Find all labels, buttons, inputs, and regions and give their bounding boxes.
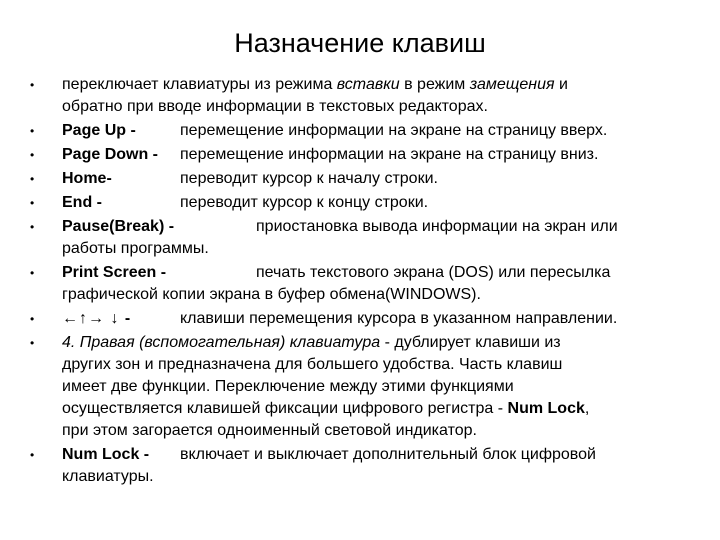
list-item-home [28, 168, 712, 190]
slide-title: Назначение клавиш [234, 28, 486, 58]
item-text-line5: при этом загорается одноименный световой индикатор. [62, 422, 477, 439]
key-desc: переводит курсор к концу строки. [180, 194, 429, 211]
key-term: Num Lock - [62, 446, 150, 463]
key-desc: переводит курсор к началу строки. [180, 170, 438, 187]
item-text-line3: имеет две функции. Переключение между этими функциями [62, 378, 514, 395]
item-emph-insert: вставки [336, 76, 400, 93]
bullet: • [30, 78, 35, 92]
key-desc: печать текстового экрана (DOS) или пересылка [256, 264, 611, 281]
list-item-num-lock [28, 444, 712, 488]
key-desc: включает и выключает дополнительный блок цифровой [180, 446, 596, 463]
bullet: • [30, 124, 35, 138]
item-text-line2: обратно при вводе информации в текстовых редакторах. [62, 98, 488, 115]
key-desc-line2: клавиатуры. [62, 468, 154, 485]
item-text: , [584, 400, 590, 417]
bullet: • [30, 266, 35, 280]
item-text: в режим [399, 76, 470, 93]
item-text: - дублирует клавиши из [380, 334, 561, 351]
num-lock-term: Num Lock [507, 400, 585, 417]
numpad-heading: 4. Правая (вспомогательная) клавиатура [62, 334, 381, 351]
list-item-end [28, 192, 712, 214]
arrow-keys-icon: ←↑→ ↓ - [62, 310, 132, 327]
key-term: End - [62, 194, 102, 211]
key-desc: приостановка вывода информации на экран или [256, 218, 618, 235]
bullet-list [28, 74, 712, 490]
item-emph-replace: замещения [469, 76, 555, 93]
item-text: переключает клавиатуры из режима [62, 76, 337, 93]
list-item-mode-switch [28, 74, 712, 118]
key-desc-line2: работы программы. [62, 240, 209, 257]
key-term: Print Screen - [62, 264, 167, 281]
key-term: Page Down - [62, 146, 159, 163]
bullet: • [30, 448, 35, 462]
list-item-page-up [28, 120, 712, 142]
key-term: Page Up - [62, 122, 136, 139]
list-item-arrow-keys [28, 308, 712, 330]
key-desc: перемещение информации на экране на страницу вниз. [180, 146, 599, 163]
key-term: Pause(Break) - [62, 218, 175, 235]
list-item-print-screen [28, 262, 712, 306]
bullet: • [30, 196, 35, 210]
bullet: • [30, 312, 35, 326]
list-item-numpad [28, 332, 712, 442]
item-text-line2: других зон и предназначена для большего удобства. Часть клавиш [62, 356, 563, 373]
bullet: • [30, 336, 35, 350]
bullet: • [30, 220, 35, 234]
list-item-pause-break [28, 216, 712, 260]
bullet: • [30, 172, 35, 186]
bullet: • [30, 148, 35, 162]
key-term: Home- [62, 170, 112, 187]
item-text-line4: осуществляется клавишей фиксации цифрового регистра - [62, 400, 508, 417]
key-desc: перемещение информации на экране на страницу вверх. [180, 122, 608, 139]
list-item-page-down [28, 144, 712, 166]
key-desc-line2: графической копии экрана в буфер обмена(WINDOWS). [62, 286, 481, 303]
key-desc: клавиши перемещения курсора в указанном направлении. [180, 310, 618, 327]
item-text: и [554, 76, 568, 93]
